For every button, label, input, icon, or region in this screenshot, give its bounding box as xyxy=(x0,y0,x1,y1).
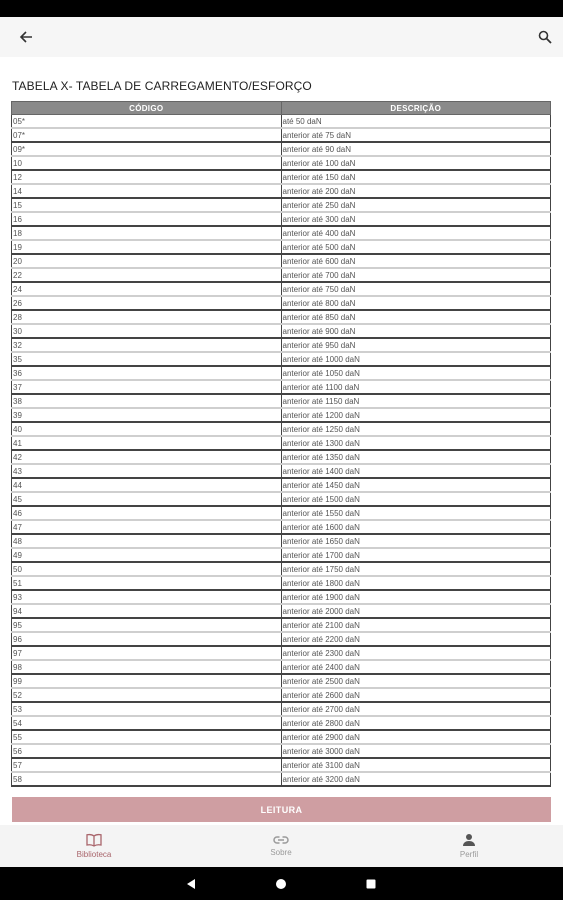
document-viewer[interactable] xyxy=(0,57,563,787)
code-cell: 30 xyxy=(12,324,282,338)
table-row xyxy=(12,128,551,142)
table-row xyxy=(12,576,551,590)
description-cell: anterior até 1500 daN xyxy=(281,492,551,506)
code-cell: 20 xyxy=(12,254,282,268)
description-cell: anterior até 600 daN xyxy=(281,254,551,268)
code-cell: 46 xyxy=(12,506,282,520)
code-cell: 12 xyxy=(12,170,282,184)
table-row xyxy=(12,646,551,660)
app-bar xyxy=(0,17,563,57)
table-row xyxy=(12,520,551,534)
description-cell: anterior até 3000 daN xyxy=(281,744,551,758)
description-cell: anterior até 850 daN xyxy=(281,310,551,324)
description-cell: anterior até 90 daN xyxy=(281,142,551,156)
code-cell: 96 xyxy=(12,632,282,646)
description-cell: anterior até 1650 daN xyxy=(281,534,551,548)
table-row xyxy=(12,184,551,198)
description-cell: anterior até 1350 daN xyxy=(281,450,551,464)
system-recents-button[interactable] xyxy=(362,875,380,893)
description-cell: anterior até 2800 daN xyxy=(281,716,551,730)
description-cell: anterior até 900 daN xyxy=(281,324,551,338)
description-cell: anterior até 2400 daN xyxy=(281,660,551,674)
table-row xyxy=(12,352,551,366)
code-cell: 39 xyxy=(12,408,282,422)
table-row xyxy=(12,618,551,632)
description-cell: anterior até 1200 daN xyxy=(281,408,551,422)
code-cell: 19 xyxy=(12,240,282,254)
description-cell: anterior até 1050 daN xyxy=(281,366,551,380)
table-container xyxy=(11,101,552,787)
description-cell: anterior até 700 daN xyxy=(281,268,551,282)
description-cell: anterior até 1100 daN xyxy=(281,380,551,394)
nav-label-biblioteca: Biblioteca xyxy=(76,850,112,859)
search-button[interactable] xyxy=(531,23,559,51)
system-back-button[interactable] xyxy=(182,875,200,893)
nav-item-biblioteca[interactable] xyxy=(34,825,154,867)
table-row xyxy=(12,688,551,702)
table-row xyxy=(12,632,551,646)
code-cell: 09* xyxy=(12,142,282,156)
description-cell: anterior até 400 daN xyxy=(281,226,551,240)
table-row xyxy=(12,170,551,184)
table-row xyxy=(12,240,551,254)
description-cell: anterior até 1750 daN xyxy=(281,562,551,576)
description-cell: anterior até 2900 daN xyxy=(281,730,551,744)
code-cell: 53 xyxy=(12,702,282,716)
table-row xyxy=(12,674,551,688)
read-button[interactable]: LEITURA xyxy=(12,797,551,822)
code-cell: 14 xyxy=(12,184,282,198)
description-cell: anterior até 1150 daN xyxy=(281,394,551,408)
table-row xyxy=(12,786,551,787)
code-cell: 43 xyxy=(12,464,282,478)
description-cell: anterior até 1700 daN xyxy=(281,548,551,562)
table-row xyxy=(12,366,551,380)
table-row xyxy=(12,492,551,506)
description-cell: anterior até 1450 daN xyxy=(281,478,551,492)
table-row xyxy=(12,282,551,296)
table-row xyxy=(12,115,551,129)
table-row xyxy=(12,758,551,772)
description-cell: anterior até 950 daN xyxy=(281,338,551,352)
square-recents-icon xyxy=(365,878,377,890)
description-cell xyxy=(281,786,551,787)
code-cell: 37 xyxy=(12,380,282,394)
code-cell: 35 xyxy=(12,352,282,366)
code-cell: 26 xyxy=(12,296,282,310)
description-cell: anterior até 1550 daN xyxy=(281,506,551,520)
status-bar xyxy=(0,0,563,17)
table-row xyxy=(12,730,551,744)
table-body xyxy=(12,115,551,788)
description-cell: anterior até 1800 daN xyxy=(281,576,551,590)
description-cell: anterior até 1600 daN xyxy=(281,520,551,534)
code-cell: 45 xyxy=(12,492,282,506)
table-row xyxy=(12,478,551,492)
table-row xyxy=(12,436,551,450)
code-cell: 57 xyxy=(12,758,282,772)
code-cell: 99 xyxy=(12,674,282,688)
description-cell: anterior até 2700 daN xyxy=(281,702,551,716)
code-cell: 07* xyxy=(12,128,282,142)
table-row xyxy=(12,198,551,212)
search-icon xyxy=(538,30,552,44)
code-cell: 22 xyxy=(12,268,282,282)
code-cell: 47 xyxy=(12,520,282,534)
description-cell: anterior até 2100 daN xyxy=(281,618,551,632)
description-cell: anterior até 2000 daN xyxy=(281,604,551,618)
code-cell: 95 xyxy=(12,618,282,632)
description-cell: anterior até 1250 daN xyxy=(281,422,551,436)
code-cell: 38 xyxy=(12,394,282,408)
code-cell: 55 xyxy=(12,730,282,744)
description-cell: anterior até 500 daN xyxy=(281,240,551,254)
code-cell xyxy=(12,786,282,787)
description-cell: anterior até 3100 daN xyxy=(281,758,551,772)
triangle-back-icon xyxy=(185,878,197,890)
description-cell: anterior até 1000 daN xyxy=(281,352,551,366)
code-cell: 54 xyxy=(12,716,282,730)
code-cell: 24 xyxy=(12,282,282,296)
code-cell: 28 xyxy=(12,310,282,324)
description-cell: anterior até 1300 daN xyxy=(281,436,551,450)
code-cell: 36 xyxy=(12,366,282,380)
column-header-code: CÓDIGO xyxy=(12,102,282,115)
table-row xyxy=(12,408,551,422)
table-row xyxy=(12,338,551,352)
link-icon xyxy=(273,835,289,845)
arrow-left-icon xyxy=(19,30,33,44)
nav-label-perfil: Perfil xyxy=(459,850,479,859)
code-cell: 97 xyxy=(12,646,282,660)
table-row xyxy=(12,226,551,240)
description-cell: anterior até 750 daN xyxy=(281,282,551,296)
book-open-icon xyxy=(86,833,102,847)
description-cell: anterior até 250 daN xyxy=(281,198,551,212)
table-row xyxy=(12,772,551,786)
code-cell: 05* xyxy=(12,115,282,129)
table-row xyxy=(12,506,551,520)
table-row xyxy=(12,324,551,338)
table-row xyxy=(12,156,551,170)
system-navigation-bar xyxy=(0,867,563,900)
bottom-nav xyxy=(0,825,563,867)
table-row xyxy=(12,380,551,394)
code-cell: 18 xyxy=(12,226,282,240)
code-cell: 93 xyxy=(12,590,282,604)
table-row xyxy=(12,604,551,618)
code-cell: 49 xyxy=(12,548,282,562)
circle-home-icon xyxy=(275,878,287,890)
nav-item-sobre[interactable] xyxy=(221,825,341,867)
table-row xyxy=(12,212,551,226)
load-table xyxy=(11,101,551,787)
back-button[interactable] xyxy=(12,23,40,51)
description-cell: anterior até 800 daN xyxy=(281,296,551,310)
table-row xyxy=(12,660,551,674)
code-cell: 98 xyxy=(12,660,282,674)
table-row xyxy=(12,296,551,310)
description-cell: anterior até 2200 daN xyxy=(281,632,551,646)
document-title: TABELA X- TABELA DE CARREGAMENTO/ESFORÇO xyxy=(12,79,312,93)
code-cell: 48 xyxy=(12,534,282,548)
table-row xyxy=(12,450,551,464)
code-cell: 51 xyxy=(12,576,282,590)
code-cell: 44 xyxy=(12,478,282,492)
table-row xyxy=(12,534,551,548)
description-cell: anterior até 2500 daN xyxy=(281,674,551,688)
description-cell: anterior até 75 daN xyxy=(281,128,551,142)
table-row xyxy=(12,268,551,282)
table-row xyxy=(12,394,551,408)
nav-item-perfil[interactable] xyxy=(409,825,529,867)
description-cell: anterior até 150 daN xyxy=(281,170,551,184)
description-cell: anterior até 100 daN xyxy=(281,156,551,170)
description-cell: anterior até 1900 daN xyxy=(281,590,551,604)
code-cell: 10 xyxy=(12,156,282,170)
table-row xyxy=(12,548,551,562)
table-row xyxy=(12,464,551,478)
table-row xyxy=(12,254,551,268)
table-row xyxy=(12,562,551,576)
description-cell: anterior até 2300 daN xyxy=(281,646,551,660)
table-row xyxy=(12,702,551,716)
description-cell: anterior até 2600 daN xyxy=(281,688,551,702)
nav-label-sobre: Sobre xyxy=(270,848,292,857)
code-cell: 15 xyxy=(12,198,282,212)
description-cell: anterior até 200 daN xyxy=(281,184,551,198)
person-icon xyxy=(462,833,476,847)
code-cell: 16 xyxy=(12,212,282,226)
table-row xyxy=(12,590,551,604)
description-cell: anterior até 300 daN xyxy=(281,212,551,226)
code-cell: 32 xyxy=(12,338,282,352)
table-row xyxy=(12,744,551,758)
code-cell: 40 xyxy=(12,422,282,436)
description-cell: anterior até 3200 daN xyxy=(281,772,551,786)
code-cell: 41 xyxy=(12,436,282,450)
column-header-description: DESCRIÇÃO xyxy=(281,102,551,115)
table-row xyxy=(12,310,551,324)
table-row xyxy=(12,142,551,156)
code-cell: 94 xyxy=(12,604,282,618)
table-row xyxy=(12,422,551,436)
system-home-button[interactable] xyxy=(272,875,290,893)
description-cell: anterior até 1400 daN xyxy=(281,464,551,478)
code-cell: 56 xyxy=(12,744,282,758)
description-cell: até 50 daN xyxy=(281,115,551,129)
code-cell: 50 xyxy=(12,562,282,576)
table-row xyxy=(12,716,551,730)
code-cell: 58 xyxy=(12,772,282,786)
code-cell: 42 xyxy=(12,450,282,464)
code-cell: 52 xyxy=(12,688,282,702)
